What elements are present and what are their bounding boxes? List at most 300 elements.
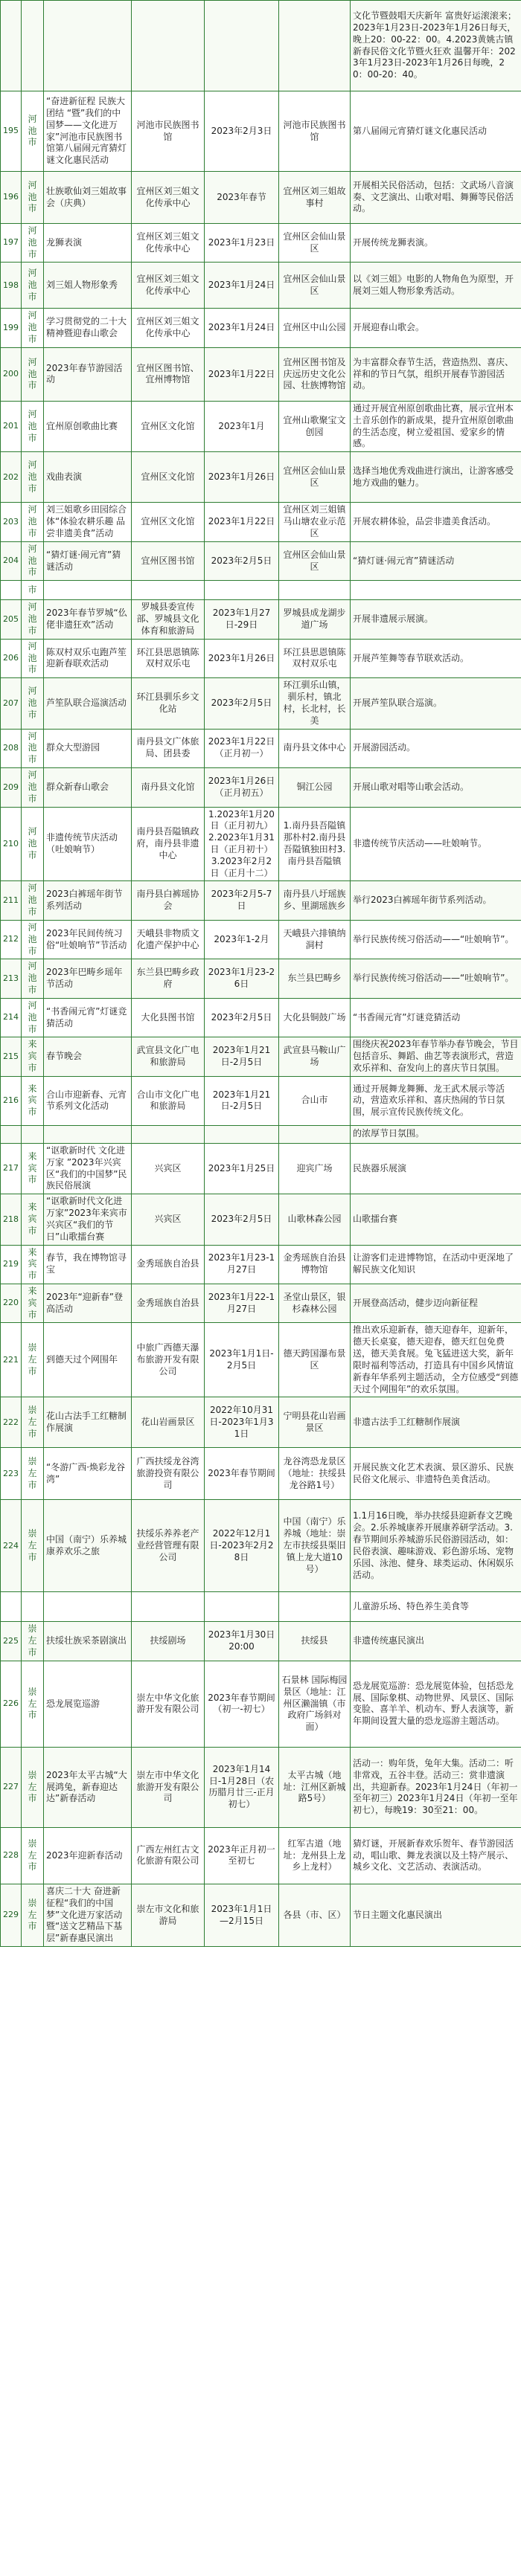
row-city: 河池市 [22,920,44,959]
row-organizer: 中旅广西德天瀑布旅游开发有限公司 [132,1323,205,1397]
row-number: 198 [1,263,22,309]
table-row [1,401,521,451]
row-number: 206 [1,639,22,677]
row-place [279,1592,351,1622]
row-content: 节日主题文化惠民演出 [351,1884,521,1946]
row-number: 224 [1,1500,22,1592]
row-activity-name: 戏曲表演 [44,452,132,503]
row-time: 2023年2月5日 [205,541,279,580]
table-row [1,1827,521,1884]
row-number: 204 [1,541,22,580]
row-city: 河池市 [22,600,44,639]
row-organizer: 扶绥乐养养老产业经营管理有限公司 [132,1500,205,1592]
row-city: 河池市 [22,541,44,580]
row-content: 开展相关民俗活动，包括：文武场八音演奏、文艺演出、山歌对唱、舞狮等民俗活动。 [351,172,521,224]
row-number [1,1125,22,1143]
row-number: 209 [1,768,22,807]
row-city [22,1125,44,1143]
table-row [1,263,521,309]
table-row [1,678,521,729]
row-city: 河池市 [22,768,44,807]
row-number: 227 [1,1747,22,1827]
row-place: 南丹县文体中心 [279,729,351,767]
row-organizer: 宜州区图书馆 [132,541,205,580]
row-content: 开展农耕体验，品尝非遗美食活动。 [351,503,521,541]
row-activity-name: 2023年迎新春活动 [44,1827,132,1884]
row-place: 龙谷湾恐龙景区（地址：扶绥县龙谷路1号） [279,1448,351,1500]
row-content: 第八届闹元宵猜灯谜文化惠民活动 [351,91,521,172]
row-place: 德天跨国瀑布景区 [279,1323,351,1397]
row-time: 2023年1月24日 [205,263,279,309]
row-organizer: 南丹县吾隘镇政府，南丹县非遗中心 [132,807,205,881]
table-row [1,1076,521,1125]
row-place: 太平古城（地址：江州区新城路5号） [279,1747,351,1827]
table-row [1,172,521,224]
row-time: 2023年1月1日—2月15日 [205,1884,279,1946]
row-place: 合山市 [279,1076,351,1125]
row-city: 崇左市 [22,1661,44,1747]
row-organizer: 南丹县白裤瑶协会 [132,881,205,920]
table-row [1,1747,521,1827]
row-time: 2023年1月1日-2月5日 [205,1323,279,1397]
row-place: 石景林 国际梅园景区（地址：江州区濑湍镇（市政府广场斜对面） [279,1661,351,1747]
row-organizer: 兴宾区 [132,1143,205,1194]
row-time [205,581,279,600]
row-number: 211 [1,881,22,920]
row-number: 228 [1,1827,22,1884]
row-activity-name: 群众新春山歌会 [44,768,132,807]
table-row [1,347,521,401]
row-number: 207 [1,678,22,729]
row-city: 崇左市 [22,1448,44,1500]
table-row [1,581,521,600]
table-row [1,729,521,767]
row-number: 226 [1,1661,22,1747]
table-row [1,1661,521,1747]
row-content: 民族器乐展演 [351,1143,521,1194]
row-city: 河池市 [22,729,44,767]
row-number: 205 [1,600,22,639]
row-activity-name: 2023年巴畴乡瑶年节活动 [44,959,132,998]
row-place: 扶绥县 [279,1622,351,1661]
row-place: 红军古道（地址：龙州县上龙乡上龙村） [279,1827,351,1884]
row-content: 选择当地优秀戏曲进行演出，让游客感受地方戏曲的魅力。 [351,452,521,503]
row-place: 宜州区刘三姐镇马山塘农业示范区 [279,503,351,541]
table-row [1,1284,521,1323]
row-time: 2023年1月26日（正月初五） [205,768,279,807]
table-row [1,639,521,677]
row-time: 2023年1月27日-29日 [205,600,279,639]
row-time: 2023年春节期间 [205,1448,279,1500]
row-number: 202 [1,452,22,503]
row-time [205,1592,279,1622]
row-organizer: 河池市民族图书馆 [132,91,205,172]
row-time: 2023年2月5日 [205,678,279,729]
row-activity-name: 龙狮表演 [44,224,132,263]
row-organizer: 扶绥剧场 [132,1622,205,1661]
row-activity-name: 恐龙展览巡游 [44,1661,132,1747]
row-time: 2023年2月5-7日 [205,881,279,920]
row-organizer: 宜州区文化馆 [132,452,205,503]
row-city: 河池市 [22,309,44,347]
table-row [1,91,521,172]
table-row [1,998,521,1037]
row-content: 开展登高活动，健步迈向新征程 [351,1284,521,1323]
row-organizer [132,581,205,600]
row-time: 2023年1月 [205,401,279,451]
row-city: 崇左市 [22,1747,44,1827]
row-activity-name [44,1125,132,1143]
row-activity-name: 2023年太平古城“大展鸿兔，新春迎达达”新春活动 [44,1747,132,1827]
row-organizer: 花山岩画景区 [132,1397,205,1448]
row-number: 213 [1,959,22,998]
row-place: 宜州区会仙山景区 [279,541,351,580]
row-activity-name: 宜州原创歌曲比赛 [44,401,132,451]
row-content: 为丰富群众春节生活，营造热烈、喜庆、祥和的节日气氛，组织开展春节游园活动。 [351,347,521,401]
row-time: 2023年1月24日 [205,309,279,347]
row-organizer: 宜州区文化馆 [132,401,205,451]
activity-table-body [1,1,521,1947]
row-organizer: 大化县图书馆 [132,998,205,1037]
row-number: 217 [1,1143,22,1194]
row-time: 2022年10月31日-2023年1月31日 [205,1397,279,1448]
row-place: 宜州区中山公园 [279,309,351,347]
row-city: 崇左市 [22,1827,44,1884]
row-time: 2023年1月23-26日 [205,959,279,998]
row-place: 河池市民族图书馆 [279,91,351,172]
table-row [1,920,521,959]
row-place: 宜州区会仙山景区 [279,263,351,309]
row-organizer: 天峨县非物质文化遗产保护中心 [132,920,205,959]
row-time: 2023年1月26日 [205,639,279,677]
row-content: 非遗古法手工红糖制作展演 [351,1397,521,1448]
row-content: 的浓厚节日氛围。 [351,1125,521,1143]
table-row [1,1622,521,1661]
row-time: 2023年1-2月 [205,920,279,959]
row-time: 2023年正月初一至初七 [205,1827,279,1884]
row-place: 各县（市、区） [279,1884,351,1946]
row-organizer: 广西扶绥龙谷湾旅游投资有限公司 [132,1448,205,1500]
table-row [1,1194,521,1245]
row-time [205,1125,279,1143]
row-organizer: 崇左市文化和旅游局 [132,1884,205,1946]
row-organizer: 崇左中华文化旅游开发有限公司 [132,1661,205,1747]
row-activity-name: 芦笙队联合巡演活动 [44,678,132,729]
table-row [1,1500,521,1592]
row-content: 非遗传统节庆活动——吐娘响节。 [351,807,521,881]
row-place: 武宣县马鞍山广场 [279,1037,351,1076]
table-row [1,541,521,580]
row-organizer: 宜州区图书馆、宜州博物馆 [132,347,205,401]
row-time: 2023年1月21日-2月5日 [205,1037,279,1076]
row-city: 来宾市 [22,1245,44,1284]
row-activity-name: 非遗传统节庆活动（吐娘响节） [44,807,132,881]
row-activity-name: “书香闹元宵”灯谜竞猜活动 [44,998,132,1037]
row-content: 开展传统龙狮表演。 [351,224,521,263]
row-content: 开展芦笙队联合巡演。 [351,678,521,729]
row-number: 212 [1,920,22,959]
row-activity-name [44,1,132,91]
row-activity-name [44,1592,132,1622]
row-activity-name: “猜灯谜·闹元宵”猜谜活动 [44,541,132,580]
row-place: 山歌林森公园 [279,1194,351,1245]
row-content: 山歌擂台赛 [351,1194,521,1245]
row-number: 216 [1,1076,22,1125]
row-time: 2023年1月25日 [205,1143,279,1194]
table-row [1,1884,521,1946]
row-organizer: 南丹县文广体旅局、团县委 [132,729,205,767]
row-content: 开展山歌对唱等山歌会活动。 [351,768,521,807]
row-time: 2023年1月26日 [205,452,279,503]
row-content [351,581,521,600]
row-city: 来宾市 [22,1284,44,1323]
row-content: 恐龙展览巡游：恐龙展览体验，包括恐龙展、国际象棋、动物世界、风景区、国际变脸、喜羊羊、机动车、野人表演等，新年期间设置大量的恐龙巡游主题活动。 [351,1661,521,1747]
row-number: 225 [1,1622,22,1661]
table-row [1,959,521,998]
row-content: 非遗传统惠民演出 [351,1622,521,1661]
row-time: 2023年春节期间（初一-初七） [205,1661,279,1747]
row-city: 崇左市 [22,1323,44,1397]
row-activity-name: 2023年春节游园活动 [44,347,132,401]
row-activity-name: 学习贯彻党的二十大精神暨迎春山歌会 [44,309,132,347]
row-time: 2023年1月22日 [205,347,279,401]
row-city: 崇左市 [22,1622,44,1661]
row-number: 199 [1,309,22,347]
row-city: 河池市 [22,998,44,1037]
row-time: 2023年2月5日 [205,1194,279,1245]
row-number: 203 [1,503,22,541]
row-content: 围绕庆祝2023年春节举办春节晚会，节目包括音乐、舞蹈、曲艺等表演形式，营造欢乐祥和、奋发向上的喜庆节日氛围。 [351,1037,521,1076]
row-content: 开展游园活动。 [351,729,521,767]
row-content: 文化节暨鼓唱天庆新年 富贵好运滚滚来；2023年1月23日-2023年1月26日每天，晚上20：00-22：00。4.2023黄姚古镇新春民俗文化节暨火狂欢 温馨开年：2023年1月23日-2023年1月26日每晚，20：00-20：40。 [351,1,521,91]
table-row [1,1125,521,1143]
table-row [1,503,521,541]
row-activity-name: 中国（南宁）乐养城康养欢乐之旅 [44,1500,132,1592]
row-city: 河池市 [22,678,44,729]
table-row [1,1448,521,1500]
table-row [1,1323,521,1397]
row-organizer: 崇左市中华文化旅游开发有限公司 [132,1747,205,1827]
row-content: 通过开展宜州原创歌曲比赛，展示宜州本土音乐创作的新成果，提升宜州原创歌曲的生活态度，树立爱祖国、爱家乡的情感。 [351,401,521,451]
row-place: 宜州区图书馆及庆远历史文化公园、壮族博物馆 [279,347,351,401]
row-content: 推出欢乐迎新春，德天迎春年，迎新年，德天长桌宴，德天迎春，德天红包免费送，德天美食展。兔飞猛进送大奖，新年限时福利等活动，打造具有中国乡风情谊新春年华系列主题活动，全方位感受“到德天过个网围年”的欢乐氛围。 [351,1323,521,1397]
row-place: 罗城县成龙湖步道广场 [279,600,351,639]
row-content: 开展芦笙舞等春节联欢活动。 [351,639,521,677]
row-content: 举行民族传统习俗活动——“吐娘响节”。 [351,920,521,959]
row-activity-name: 到德天过个网围年 [44,1323,132,1397]
table-row [1,1143,521,1194]
row-city: 市 [22,581,44,600]
row-activity-name: “奋进新征程 民族大团结 “暨”我们的中国梦——文化进万家”河池市民族图书馆第八届闹元宵猜灯谜文化惠民活动 [44,91,132,172]
row-time: 2023年1月14日-1月28日（农历腊月廿三-正月初七） [205,1747,279,1827]
row-content: 以《刘三姐》电影的人物角色为原型，开展刘三姐人物形象秀活动。 [351,263,521,309]
row-organizer: 环江县思恩镇陈双村双乐屯 [132,639,205,677]
row-place: 金秀瑶族自治县博物馆 [279,1245,351,1284]
row-activity-name [44,581,132,600]
row-city: 来宾市 [22,1194,44,1245]
row-activity-name: 春节，我在博物馆寻宝 [44,1245,132,1284]
row-organizer: 广西左州红古文化旅游有限公司 [132,1827,205,1884]
row-city: 崇左市 [22,1884,44,1946]
row-number: 195 [1,91,22,172]
row-place: 1.南丹县吾隘镇那朴村2.南丹县吾隘镇独田村3.南丹县吾隘镇 [279,807,351,881]
row-number: 229 [1,1884,22,1946]
table-row [1,600,521,639]
row-content: “书香闹元宵”灯谜竞猜活动 [351,998,521,1037]
row-city: 河池市 [22,224,44,263]
row-city: 河池市 [22,452,44,503]
row-content: 举行2023白裤瑶年街节系列活动。 [351,881,521,920]
row-activity-name: “讴歌新时代 文化进万家 ”2023年兴宾区“我们的中国梦”民族民俗展演 [44,1143,132,1194]
row-number [1,1592,22,1622]
row-organizer: 南丹县文化馆 [132,768,205,807]
row-city: 河池市 [22,172,44,224]
row-content: 开展非遗展示展演。 [351,600,521,639]
row-activity-name: 2023白裤瑶年街节系列活动 [44,881,132,920]
table-row [1,1037,521,1076]
row-content: 1.1月16日晚，举办扶绥县迎新春文艺晚会。2.乐养城康养开展康养研学活动。3.春节期间乐养城游乐民俗游园活动，如：民俗表演、趣味游戏、彩色游乐场、宠物乐园、泳池、健身、球类运动、休闲娱乐活动。 [351,1500,521,1592]
row-content: 通过开展舞龙舞狮、龙王武术展示等活动，营造欢乐祥和、喜庆热闹的节日氛围，展示宣传民族传统文化。 [351,1076,521,1125]
row-city: 河池市 [22,959,44,998]
row-activity-name: 群众大型游园 [44,729,132,767]
row-time: 2023年1月21日-2月5日 [205,1076,279,1125]
row-city: 河池市 [22,347,44,401]
row-place: 中国（南宁）乐养城（地址：崇左市扶绥县渠旧镇上龙大道10号） [279,1500,351,1592]
row-place [279,581,351,600]
row-place: 宜州区会仙山景区 [279,224,351,263]
row-content: “猜灯谜·闹元宵”猜谜活动 [351,541,521,580]
row-activity-name: 刘三姐歌乡田园综合体“体验农耕乐趣 品尝非遗美食”活动 [44,503,132,541]
row-organizer: 合山市文化广电和旅游局 [132,1076,205,1125]
row-activity-name: 陈双村双乐屯跑芦笙迎新春联欢活动 [44,639,132,677]
row-organizer: 金秀瑶族自治县 [132,1284,205,1323]
row-place: 环江县思恩镇陈双村双乐屯 [279,639,351,677]
row-content: 让游客们走进博物馆，在活动中更深地了解民族文化知识 [351,1245,521,1284]
row-place: 宁明县花山岩画景区 [279,1397,351,1448]
row-content: 举行民族传统习俗活动——“吐娘响节”。 [351,959,521,998]
row-number: 220 [1,1284,22,1323]
row-city: 来宾市 [22,1076,44,1125]
row-organizer: 兴宾区 [132,1194,205,1245]
row-place [279,1125,351,1143]
row-city: 河池市 [22,91,44,172]
row-content: 猜灯谜，开展新春欢乐贺年、春节游园活动，唱山歌、舞龙表演以及土特产展示、城乡文化、文艺活动、表演活动。 [351,1827,521,1884]
row-place: 宜州区会仙山景区 [279,452,351,503]
row-place: 环江驯乐山镇，驯乐村，镇北村，长北村，长美 [279,678,351,729]
row-activity-name: 春节晚会 [44,1037,132,1076]
row-number: 223 [1,1448,22,1500]
row-city: 崇左市 [22,1397,44,1448]
row-number: 201 [1,401,22,451]
row-activity-name: 2023年春节罗城“仫佬非遗狂欢”活动 [44,600,132,639]
table-row [1,807,521,881]
row-time: 2023年1月23-1月27日 [205,1245,279,1284]
row-place: 宜州山歌聚宝文创园 [279,401,351,451]
row-activity-name: “讴歌新时代文化进万家”2023年来宾市兴宾区“我们的节日”山歌擂台赛 [44,1194,132,1245]
row-number: 196 [1,172,22,224]
table-row [1,1397,521,1448]
row-city: 河池市 [22,881,44,920]
table-row [1,1592,521,1622]
row-city: 河池市 [22,807,44,881]
table-row [1,1245,521,1284]
row-number: 197 [1,224,22,263]
row-place: 东兰县巴畴乡 [279,959,351,998]
row-number: 214 [1,998,22,1037]
row-activity-name: 合山市迎新春、元宵节系列文化活动 [44,1076,132,1125]
row-city: 河池市 [22,503,44,541]
row-time: 1.2023年1月20日（正月初九）2.2023年1月31日（正月初十）3.2023年2月2日（正月十二） [205,807,279,881]
row-time: 2023年1月22日 [205,503,279,541]
row-activity-name: 壮族歌仙刘三姐故事会（庆典） [44,172,132,224]
row-organizer: 宜州区文化馆 [132,503,205,541]
row-time: 2023年1月23日 [205,224,279,263]
row-content: 活动一：购年货，兔年大集。活动二：听非常戏，五谷丰登。活动三：赏非遗演出，共迎新春。2023年1月24日（年初一至年初三）2023年1月24日（年初一至年初七），每晚19：30至21：00。 [351,1747,521,1827]
row-organizer: 东兰县巴畴乡政府 [132,959,205,998]
row-organizer [132,1125,205,1143]
row-place: 铜江公园 [279,768,351,807]
row-place: 天峨县六排镇纳洞村 [279,920,351,959]
row-organizer: 武宣县文化广电和旅游局 [132,1037,205,1076]
table-row [1,768,521,807]
row-city: 河池市 [22,639,44,677]
row-content: 开展民族文化艺术表演、景区游乐、民族民俗文化展示、非遗特色美食活动。 [351,1448,521,1500]
row-time [205,1,279,91]
row-city: 河池市 [22,401,44,451]
row-organizer: 环江县驯乐乡文化站 [132,678,205,729]
row-place: 南丹县八圩瑶族乡、里湖瑶族乡 [279,881,351,920]
row-time: 2023年1月22日（正月初一） [205,729,279,767]
row-place: 迎宾广场 [279,1143,351,1194]
row-city [22,1,44,91]
row-number [1,1,22,91]
row-activity-name: 花山古法手工红糖制作展演 [44,1397,132,1448]
row-organizer: 宜州区刘三姐文化传承中心 [132,309,205,347]
row-number: 222 [1,1397,22,1448]
row-number: 221 [1,1323,22,1397]
row-number: 210 [1,807,22,881]
row-number: 215 [1,1037,22,1076]
row-activity-name: 扶绥壮族采茶剧演出 [44,1622,132,1661]
row-organizer: 宜州区刘三姐文化传承中心 [132,172,205,224]
row-activity-name: 2023年“迎新春”登高活动 [44,1284,132,1323]
row-organizer: 罗城县委宣传部、罗城县文化体育和旅游局 [132,600,205,639]
row-city: 来宾市 [22,1143,44,1194]
row-city: 崇左市 [22,1500,44,1592]
row-organizer: 宜州区刘三姐文化传承中心 [132,263,205,309]
table-row [1,1,521,91]
row-city [22,1592,44,1622]
row-number: 218 [1,1194,22,1245]
row-number [1,581,22,600]
row-time: 2023年2月3日 [205,91,279,172]
row-organizer: 金秀瑶族自治县 [132,1245,205,1284]
row-activity-name: 喜庆二十大 奋进新征程“我们的中国梦”文化进万家活动暨“送文艺精品下基层”新春惠民演出 [44,1884,132,1946]
row-city: 河池市 [22,263,44,309]
table-row [1,452,521,503]
row-number: 200 [1,347,22,401]
row-activity-name: 2023年民间传统习俗“吐娘响节”节活动 [44,920,132,959]
row-place: 宜州区刘三姐故事村 [279,172,351,224]
row-organizer: 宜州区刘三姐文化传承中心 [132,224,205,263]
table-row [1,881,521,920]
table-row [1,224,521,263]
row-time: 2023年2月5日 [205,998,279,1037]
row-content: 开展迎春山歌会。 [351,309,521,347]
row-place [279,1,351,91]
row-time: 2023年1月22-1月27日 [205,1284,279,1323]
row-city: 来宾市 [22,1037,44,1076]
